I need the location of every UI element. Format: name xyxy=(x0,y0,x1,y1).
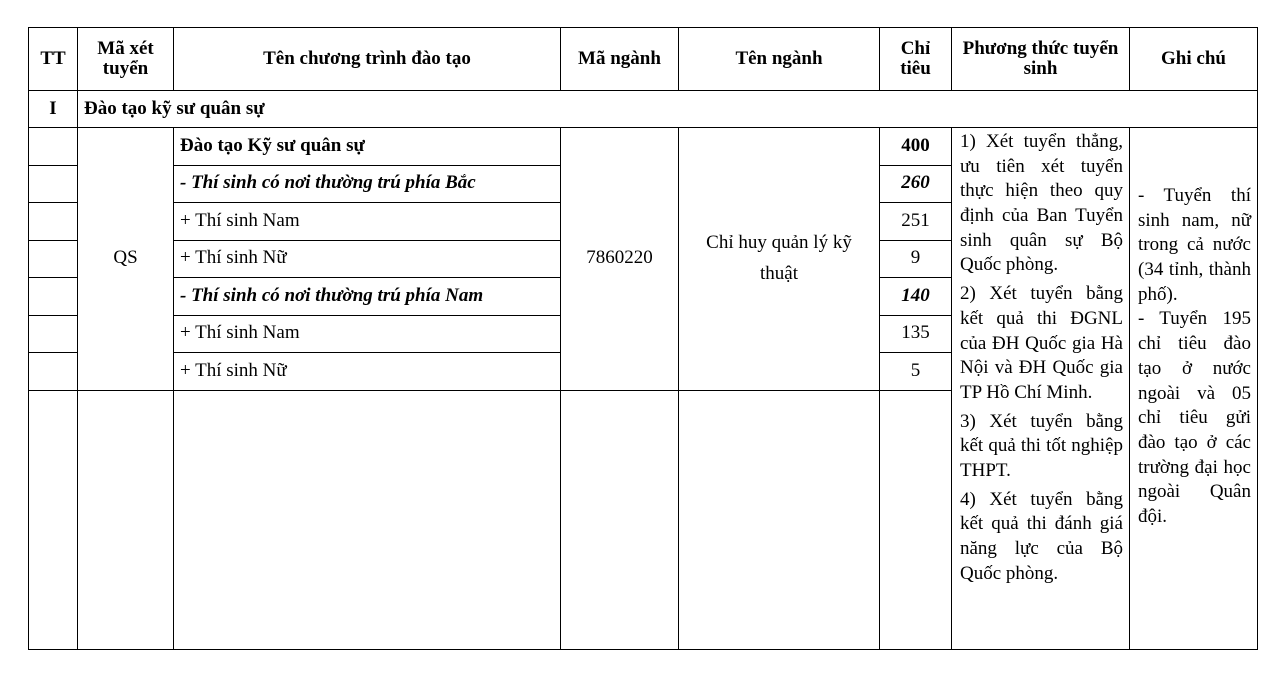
note-item: - Tuyển thí sinh nam, nữ trong cả nước (34 tỉnh, thành phố). xyxy=(1138,185,1251,305)
program-cell: Đào tạo Kỹ sư quân sự xyxy=(174,128,561,166)
program-cell: - Thí sinh có nơi thường trú phía Bắc xyxy=(174,165,561,203)
note-item: - Tuyển 195 chỉ tiêu đào tạo ở nước ngoài và 05 chỉ tiêu gửi đào tạo ở các trường đại học ngoài Quân đội. xyxy=(1138,308,1251,527)
quota-cell: 400 xyxy=(880,128,952,166)
method-item: 4) Xét tuyển bằng kết quả thi đánh giá năng lực của Bộ Quốc phòng. xyxy=(960,488,1123,584)
header-ghi-chu: Ghi chú xyxy=(1130,28,1258,91)
section-row xyxy=(29,91,1258,128)
header-ma-nganh: Mã ngành xyxy=(561,28,679,91)
program-cell: + Thí sinh Nữ xyxy=(174,240,561,278)
tt-cell xyxy=(29,165,78,203)
header-ma-xet-tuyen: Mã xét tuyển xyxy=(78,28,174,91)
quota-cell: 260 xyxy=(880,165,952,203)
empty-cell xyxy=(880,390,952,649)
program-cell: + Thí sinh Nam xyxy=(174,203,561,241)
empty-cell xyxy=(174,390,561,649)
ten-nganh-cell: Chỉ huy quản lý kỹ thuật xyxy=(679,128,880,391)
method-item: 2) Xét tuyển bằng kết quả thi ĐGNL của ĐH Quốc gia Hà Nội và ĐH Quốc gia TP Hồ Chí Minh. xyxy=(960,283,1123,403)
method-item: 3) Xét tuyển bằng kết quả thi tốt nghiệp THPT. xyxy=(960,410,1123,481)
empty-cell xyxy=(78,390,174,649)
header-tt: TT xyxy=(29,28,78,91)
quota-cell: 140 xyxy=(880,278,952,316)
section-number: I xyxy=(29,91,78,128)
tt-cell xyxy=(29,203,78,241)
quota-cell: 5 xyxy=(880,353,952,391)
tt-cell xyxy=(29,128,78,166)
ma-nganh-cell: 7860220 xyxy=(561,128,679,391)
ma-xet-tuyen-cell: QS xyxy=(78,128,174,391)
tt-cell xyxy=(29,240,78,278)
section-title: Đào tạo kỹ sư quân sự xyxy=(78,91,1258,128)
tt-cell xyxy=(29,315,78,353)
tt-cell xyxy=(29,278,78,316)
empty-cell xyxy=(561,390,679,649)
quota-cell: 135 xyxy=(880,315,952,353)
program-cell: + Thí sinh Nữ xyxy=(174,353,561,391)
method-item: 1) Xét tuyển thẳng, ưu tiên xét tuyển thực hiện theo quy định của Ban Tuyển sinh quân sự Bộ Quốc phòng. xyxy=(960,131,1123,276)
header-phuong-thuc: Phương thức tuyển sinh xyxy=(952,28,1130,91)
tt-cell xyxy=(29,353,78,391)
admissions-table xyxy=(28,27,1258,650)
header-ten-chuong-trinh: Tên chương trình đào tạo xyxy=(174,28,561,91)
quota-cell: 251 xyxy=(880,203,952,241)
table-row xyxy=(29,128,1258,166)
admission-methods-cell xyxy=(952,128,1130,650)
empty-cell xyxy=(29,390,78,649)
header-ten-nganh: Tên ngành xyxy=(679,28,880,91)
notes-cell xyxy=(1130,128,1258,650)
program-cell: - Thí sinh có nơi thường trú phía Nam xyxy=(174,278,561,316)
program-cell: + Thí sinh Nam xyxy=(174,315,561,353)
quota-cell: 9 xyxy=(880,240,952,278)
header-row xyxy=(29,28,1258,91)
header-chi-tieu: Chỉ tiêu xyxy=(880,28,952,91)
empty-cell xyxy=(679,390,880,649)
